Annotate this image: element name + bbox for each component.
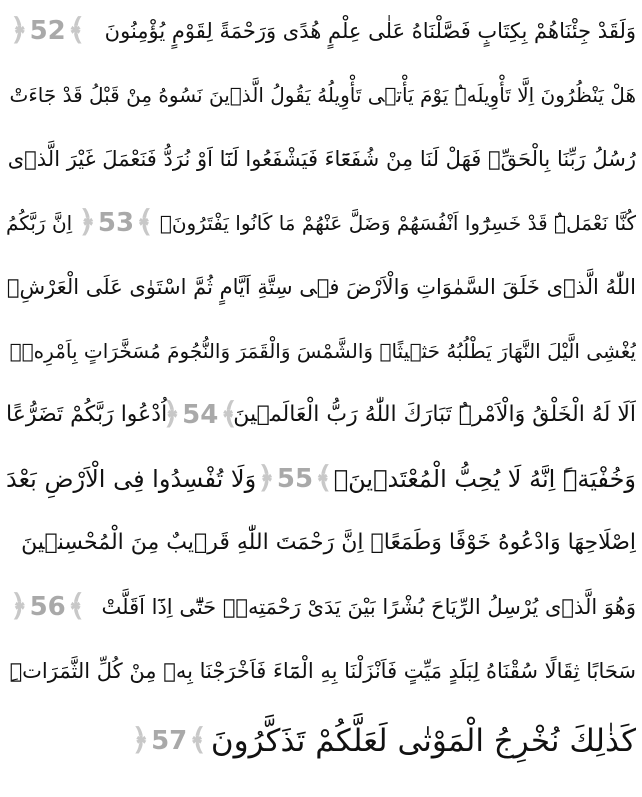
verse-number-marker: ﴿ 57 ﴾ xyxy=(131,723,207,758)
verse-text: يُغْشِى الَّيْلَ النَّهَارَ يَطْلُبُهُ حَثٖيثًاۙ وَالشَّمْسَ وَالْقَمَرَ وَالنُّجُومَ مُسَخَّرَاتٍ بِاَمْرِهٖۜ xyxy=(9,339,636,363)
verse-number-marker: ﴿ 56 ﴾ xyxy=(10,589,86,624)
text-line-12 xyxy=(6,712,636,770)
verse-number-marker: ﴿ 53 ﴾ xyxy=(78,205,154,240)
verse-number-marker: ﴿ 52 ﴾ xyxy=(10,13,86,48)
verse-text: اللّٰهُ الَّذٖى خَلَقَ السَّمٰوَاتِ وَالْاَرْضَ فٖى سِتَّةِ اَيَّامٍ ثُمَّ اسْتَوٰى عَلَى الْعَرْشِۚ xyxy=(6,275,636,299)
verse-text: هَلْ يَنْظُرُونَ اِلَّا تَأْوِيلَهُۜ يَوْمَ يَأْتٖى تَأْوِيلُهُ يَقُولُ الَّذٖينَ نَسُوهُ مِنْ قَبْلُ قَدْ جَٓاءَتْ xyxy=(9,83,636,107)
verse-text: وَلَا تُفْسِدُوا فِى الْاَرْضِ بَعْدَ xyxy=(6,465,257,493)
text-line-1 xyxy=(6,2,636,60)
verse-text: وَخُفْيَةًۜ اِنَّهُ لَا يُحِبُّ الْمُعْتَدٖينَۚ xyxy=(333,465,636,493)
verse-number-marker: ﴿ 55 ﴾ xyxy=(257,461,333,496)
verse-text: اُدْعُوا رَبَّكُمْ تَضَرُّعًا xyxy=(6,402,168,427)
verse-text: رُسُلُ رَبِّنَا بِالْحَقِّۚ فَهَلْ لَنَا مِنْ شُفَعَٓاءَ فَيَشْفَعُوا لَنَٓا اَوْ نُرَدُّ فَنَعْمَلَ غَيْرَ الَّذٖى xyxy=(7,147,636,171)
verse-text: اَلَا لَهُ الْخَلْقُ وَالْاَمْرُۜ تَبَارَكَ اللّٰهُ رَبُّ الْعَالَمٖينَ xyxy=(233,402,636,427)
text-line-9 xyxy=(6,514,636,572)
verse-text: اِصْلَاحِهَا وَادْعُوهُ خَوْفًا وَطَمَعًاۜ اِنَّ رَحْمَتَ اللّٰهِ قَرٖيبٌ مِنَ الْمُحْسِنٖينَ xyxy=(21,530,636,555)
text-line-11 xyxy=(6,642,636,700)
verse-text: وَلَقَدْ جِئْنَاهُمْ بِكِتَابٍ فَصَّلْنَاهُ عَلٰى عِلْمٍ هُدًى وَرَحْمَةً لِقَوْمٍ يُؤْمِنُونَ xyxy=(104,19,636,43)
text-line-10 xyxy=(6,578,636,636)
text-line-8 xyxy=(6,450,636,508)
verse-text: وَهُوَ الَّذٖى يُرْسِلُ الرِّيَاحَ بُشْرًا بَيْنَ يَدَىْ رَحْمَتِهٖۜ حَتّٰٓى اِذَٓا اَقَلَّتْ xyxy=(101,595,636,619)
text-line-5 xyxy=(6,258,636,316)
verse-text: كُنَّا نَعْمَلُۜ قَدْ خَسِرُٓوا اَنْفُسَهُمْ وَضَلَّ عَنْهُمْ مَا كَانُوا يَفْتَرُونَ۟ xyxy=(159,211,636,235)
text-line-6 xyxy=(6,322,636,380)
text-line-3 xyxy=(6,130,636,188)
text-line-2 xyxy=(6,66,636,124)
verse-number-marker: ﴿ 54 ﴾ xyxy=(162,397,238,432)
verse-text: سَحَابًا ثِقَالًا سُقْنَاهُ لِبَلَدٍ مَيِّتٍ فَاَنْزَلْنَا بِهِ الْمَٓاءَ فَاَخْرَجْنَا بِهٖ مِنْ كُلِّ الثَّمَرَاتِۜ xyxy=(9,659,636,683)
verse-text: كَذٰلِكَ نُخْرِجُ الْمَوْتٰى لَعَلَّكُمْ تَذَكَّرُونَ xyxy=(210,723,636,759)
text-line-7 xyxy=(6,386,636,444)
verse-text: اِنَّ رَبَّكُمُ xyxy=(6,211,73,235)
text-line-4 xyxy=(6,194,636,252)
